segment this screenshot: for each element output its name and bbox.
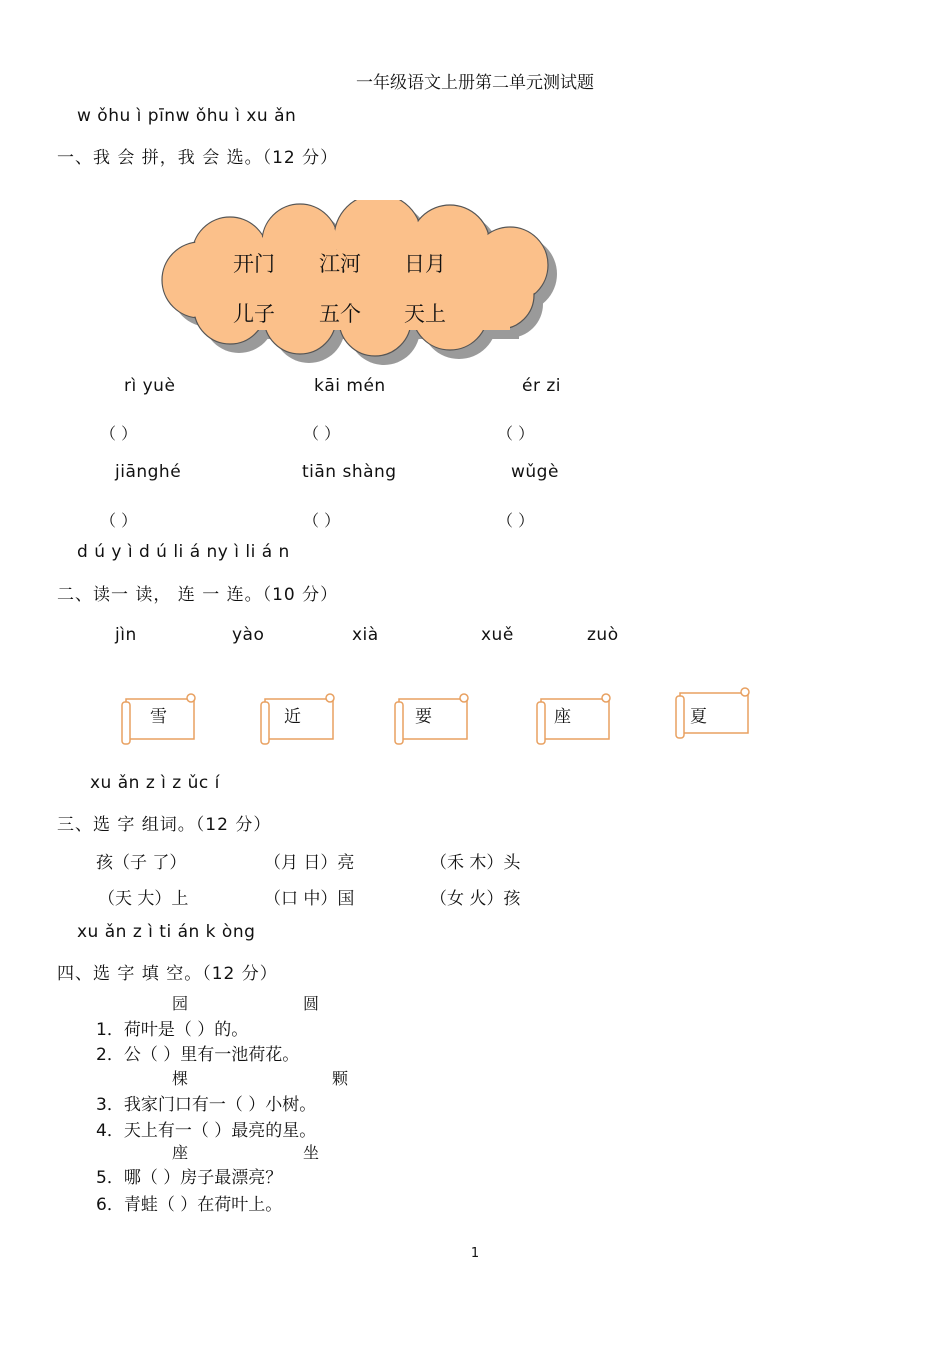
- pinyin-item: jìn: [115, 625, 137, 645]
- answer-blank[interactable]: （ ）: [497, 511, 535, 530]
- scroll-char: 雪: [150, 707, 167, 727]
- answer-blank[interactable]: （ ）: [303, 511, 341, 530]
- scroll-char: 要: [415, 707, 432, 727]
- section1-pinyin: w ǒhu ì pīnw ǒhu ì xu ǎn: [77, 106, 297, 126]
- section4-pinyin: xu ǎn z ì ti án k òng: [77, 922, 256, 942]
- choice-char: 座: [172, 1143, 189, 1162]
- pinyin-item: xià: [352, 625, 379, 645]
- cloud-word: 开门: [233, 252, 275, 276]
- answer-blank[interactable]: （ ）: [100, 511, 138, 530]
- page-number: 1: [470, 1246, 480, 1261]
- answer-blank[interactable]: （ ）: [100, 424, 138, 443]
- scroll-card[interactable]: [674, 686, 754, 742]
- cloud-illustration: [150, 200, 580, 365]
- section2-heading: 二、读一 读， 连 一 连。（10 分）: [57, 585, 339, 605]
- fill-item[interactable]: 4．天上有一（ ）最亮的星。: [96, 1121, 317, 1141]
- section3-pinyin: xu ǎn z ì z ǔc í: [90, 773, 220, 793]
- pinyin-item: wǔgè: [511, 462, 559, 482]
- pinyin-item: tiān shàng: [302, 462, 397, 482]
- choice-char: 颗: [332, 1069, 349, 1088]
- cloud-word: 江河: [319, 252, 361, 276]
- fill-item[interactable]: 3．我家门口有一（ ）小树。: [96, 1095, 317, 1115]
- word-choice[interactable]: （天 大）上: [98, 889, 189, 909]
- word-choice[interactable]: 孩（子 了）: [96, 853, 187, 873]
- pinyin-item: ér zi: [522, 376, 561, 396]
- word-choice[interactable]: （月 日）亮: [264, 853, 355, 873]
- choice-char: 园: [172, 994, 189, 1013]
- pinyin-item: xuě: [481, 625, 514, 645]
- section4-heading: 四、选 字 填 空。（12 分）: [57, 964, 278, 984]
- pinyin-item: rì yuè: [124, 376, 176, 396]
- cloud-word: 日月: [404, 252, 446, 276]
- scroll-card[interactable]: [535, 692, 615, 748]
- scroll-card[interactable]: [393, 692, 473, 748]
- word-choice[interactable]: （禾 木）头: [430, 853, 521, 873]
- cloud-word: 五个: [319, 302, 361, 326]
- section2-pinyin: d ú y ì d ú li á ny ì li á n: [77, 542, 290, 562]
- fill-item[interactable]: 6．青蛙（ ）在荷叶上。: [96, 1195, 283, 1215]
- word-choice[interactable]: （女 火）孩: [430, 889, 521, 909]
- pinyin-item: kāi mén: [314, 376, 386, 396]
- section1-heading: 一、我 会 拼，我 会 选。（12 分）: [57, 148, 339, 168]
- cloud-word: 天上: [404, 302, 446, 326]
- pinyin-item: zuò: [587, 625, 619, 645]
- fill-item[interactable]: 2．公（ ）里有一池荷花。: [96, 1045, 300, 1065]
- choice-char: 坐: [303, 1143, 320, 1162]
- fill-item[interactable]: 5．哪（ ）房子最漂亮？: [96, 1168, 283, 1188]
- scroll-char: 夏: [690, 707, 707, 727]
- scroll-char: 座: [554, 707, 571, 727]
- scroll-char: 近: [284, 707, 301, 727]
- answer-blank[interactable]: （ ）: [303, 424, 341, 443]
- word-choice[interactable]: （口 中）国: [264, 889, 355, 909]
- page-title: 一年级语文上册第二单元测试题: [356, 73, 594, 93]
- choice-char: 棵: [172, 1069, 189, 1088]
- fill-item[interactable]: 1．荷叶是（ ）的。: [96, 1020, 249, 1040]
- section3-heading: 三、选 字 组词。（12 分）: [57, 815, 272, 835]
- pinyin-item: jiānghé: [115, 462, 182, 482]
- cloud-word: 儿子: [233, 302, 275, 326]
- choice-char: 圆: [303, 994, 320, 1013]
- answer-blank[interactable]: （ ）: [497, 424, 535, 443]
- pinyin-item: yào: [232, 625, 265, 645]
